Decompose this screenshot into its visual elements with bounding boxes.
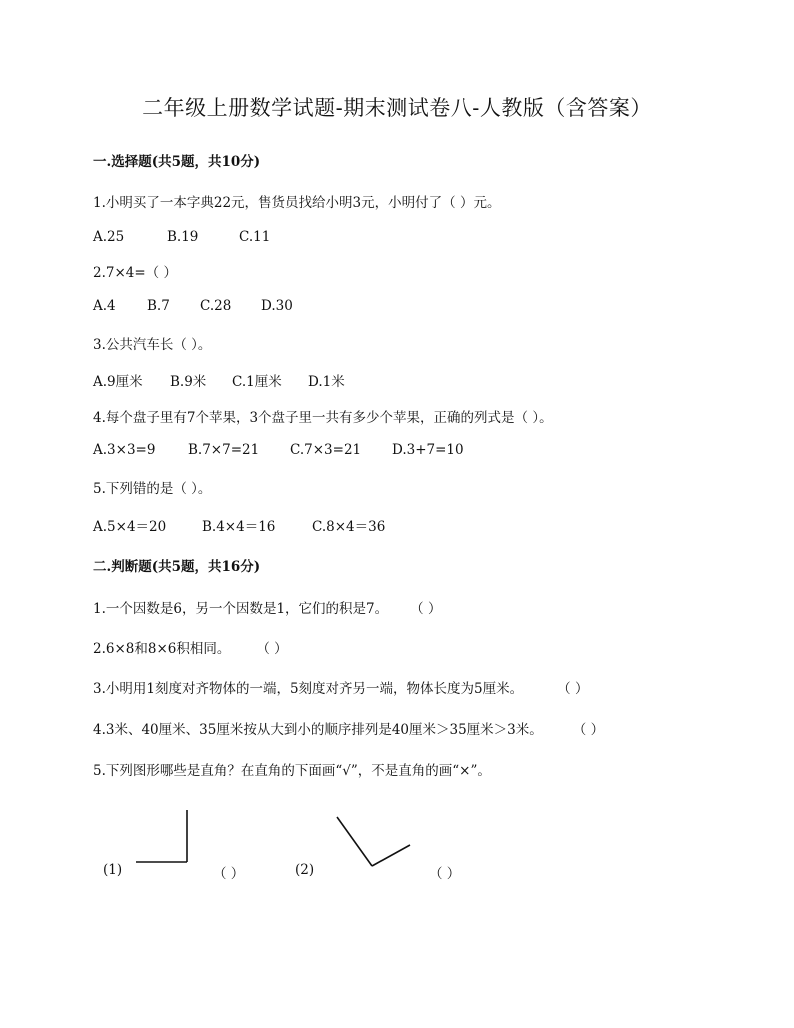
answer-blank[interactable]: （ ） [256, 641, 288, 657]
section-heading-judgement: 二.判断题(共5题，共16分) [93, 559, 261, 575]
judgement-text: 5.下列图形哪些是直角？在直角的下面画“√”，不是直角的画“×”。 [93, 763, 491, 779]
option-c: C.28 [200, 298, 232, 314]
section-heading-choice: 一.选择题(共5题，共10分) [93, 154, 261, 170]
option-a: A.5×4＝20 [93, 519, 167, 535]
question-text: 4.每个盘子里有7个苹果，3个盘子里一共有多少个苹果，正确的列式是（ ）。 [93, 410, 553, 426]
answer-blank[interactable]: （ ） [572, 722, 605, 738]
question-text: 1.小明买了一本字典22元，售货员找给小明3元，小明付了（ ）元。 [93, 195, 501, 211]
option-d: D.1米 [308, 374, 345, 390]
page-title: 二年级上册数学试题-期末测试卷八-人教版（含答案） [142, 96, 652, 120]
option-d: D.30 [261, 298, 293, 314]
question-text: 3.公共汽车长（ ）。 [93, 337, 212, 353]
option-c: C.8×4＝36 [312, 519, 386, 535]
option-b: B.7 [147, 298, 170, 314]
judgement-text: 4.3米、40厘米、35厘米按从大到小的顺序排列是40厘米＞35厘米＞3米。 [93, 722, 543, 738]
question-text: 5.下列错的是（ ）。 [93, 481, 212, 497]
answer-blank[interactable]: （ ） [557, 681, 589, 697]
option-b: B.7×7=21 [188, 442, 260, 458]
answer-blank[interactable]: （ ） [429, 866, 461, 882]
option-a: A.3×3=9 [93, 442, 156, 458]
judgement-text: 3.小明用1刻度对齐物体的一端，5刻度对齐另一端，物体长度为5厘米。 [93, 681, 524, 697]
figure-label-2: (2) [295, 862, 315, 878]
option-a: A.25 [93, 229, 125, 245]
option-b: B.9米 [170, 374, 207, 390]
option-a: A.9厘米 [93, 374, 143, 390]
option-b: B.19 [167, 229, 199, 245]
judgement-item [93, 759, 491, 779]
answer-blank[interactable]: （ ） [213, 866, 245, 882]
option-d: D.3+7=10 [392, 442, 464, 458]
judgement-item [93, 677, 588, 697]
judgement-item [93, 718, 604, 738]
option-c: C.11 [239, 229, 271, 245]
right-angle-figure [130, 806, 200, 870]
option-b: B.4×4＝16 [202, 519, 276, 535]
option-c: C.1厘米 [232, 374, 282, 390]
answer-blank[interactable]: （ ） [410, 601, 442, 617]
question-text: 2.7×4=（ ） [93, 265, 177, 281]
figure-label-1: (1) [103, 862, 123, 878]
judgement-item [93, 597, 441, 617]
judgement-item [93, 637, 288, 657]
option-c: C.7×3=21 [290, 442, 362, 458]
obtuse-angle-figure [332, 812, 416, 872]
judgement-text: 2.6×8和8×6积相同。 [93, 641, 231, 657]
judgement-text: 1.一个因数是6，另一个因数是1，它们的积是7。 [93, 601, 389, 617]
option-a: A.4 [93, 298, 116, 314]
